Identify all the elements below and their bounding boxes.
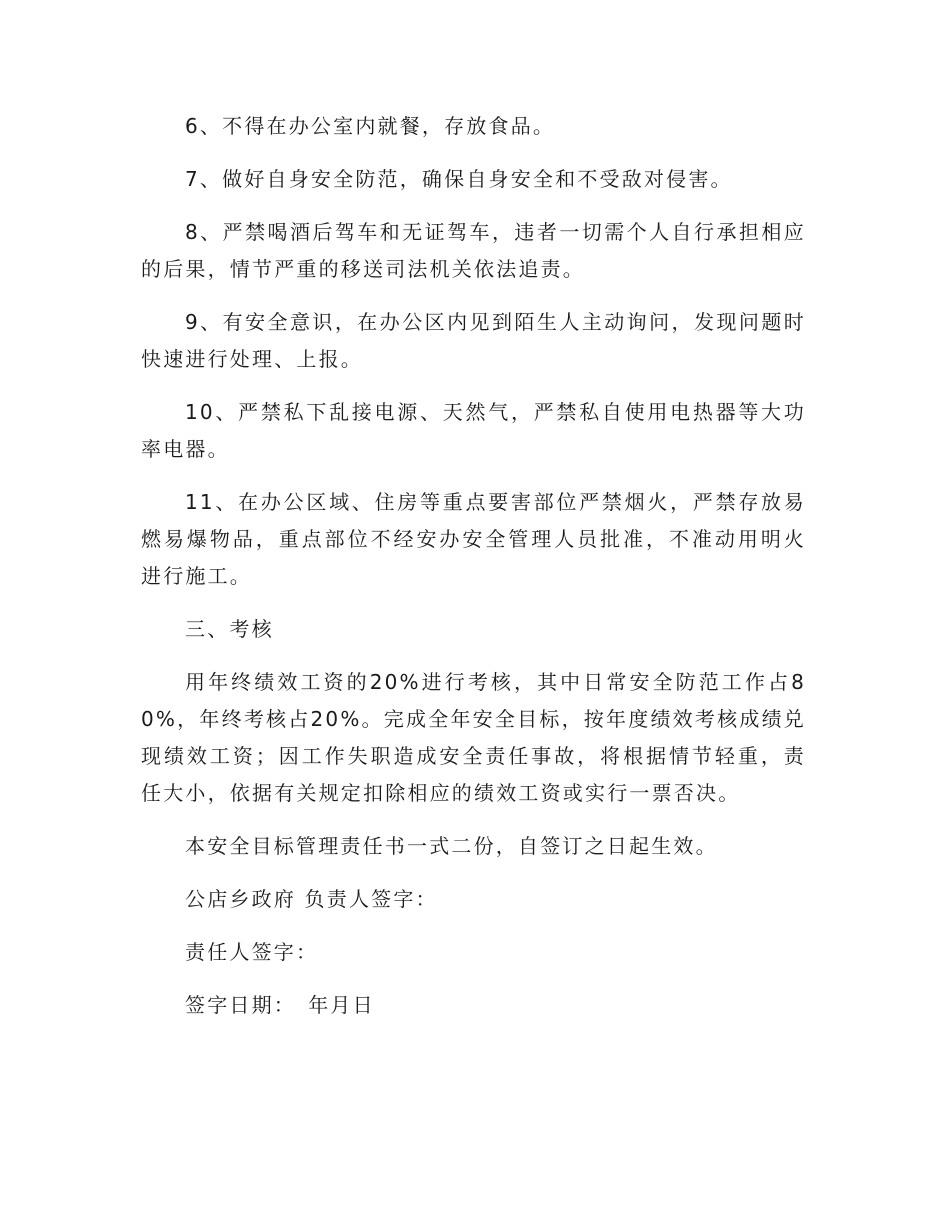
section-heading-assessment: 三、考核 bbox=[185, 617, 274, 641]
rule-item-9: 9、有安全意识，在办公区内见到陌生人主动询问，发现问题时快速进行处理、上报。 bbox=[141, 310, 806, 371]
government-signature-line: 公店乡政府 负责人签字： bbox=[185, 887, 438, 911]
rule-item-10: 10、严禁私下乱接电源、天然气，严禁私自使用电热器等大功率电器。 bbox=[141, 400, 806, 461]
rule-item-6: 6、不得在办公室内就餐，存放食品。 bbox=[185, 114, 556, 138]
signing-date-line: 签字日期： 年月日 bbox=[185, 993, 375, 1017]
rule-item-7: 7、做好自身安全防范，确保自身安全和不受敌对侵害。 bbox=[185, 167, 733, 191]
document-body bbox=[141, 108, 806, 1024]
responsible-person-signature-line: 责任人签字： bbox=[185, 940, 319, 964]
assessment-paragraph: 用年终绩效工资的20%进行考核，其中日常安全防范工作占80%，年终考核占20%。完成全年安全目标，按年度绩效考核成绩兑现绩效工资；因工作失职造成安全责任事故，将根据情节轻重，责任大小，依据有关规定扣除相应的绩效工资或实行一票否决。 bbox=[141, 670, 806, 805]
rule-item-11: 11、在办公区域、住房等重点要害部位严禁烟火，严禁存放易燃易爆物品，重点部位不经安办安全管理人员批准，不准动用明火进行施工。 bbox=[141, 490, 806, 588]
rule-item-8: 8、严禁喝酒后驾车和无证驾车，违者一切需个人自行承担相应的后果，情节严重的移送司法机关依法追责。 bbox=[141, 220, 806, 281]
effective-statement: 本安全目标管理责任书一式二份，自签订之日起生效。 bbox=[185, 834, 718, 858]
